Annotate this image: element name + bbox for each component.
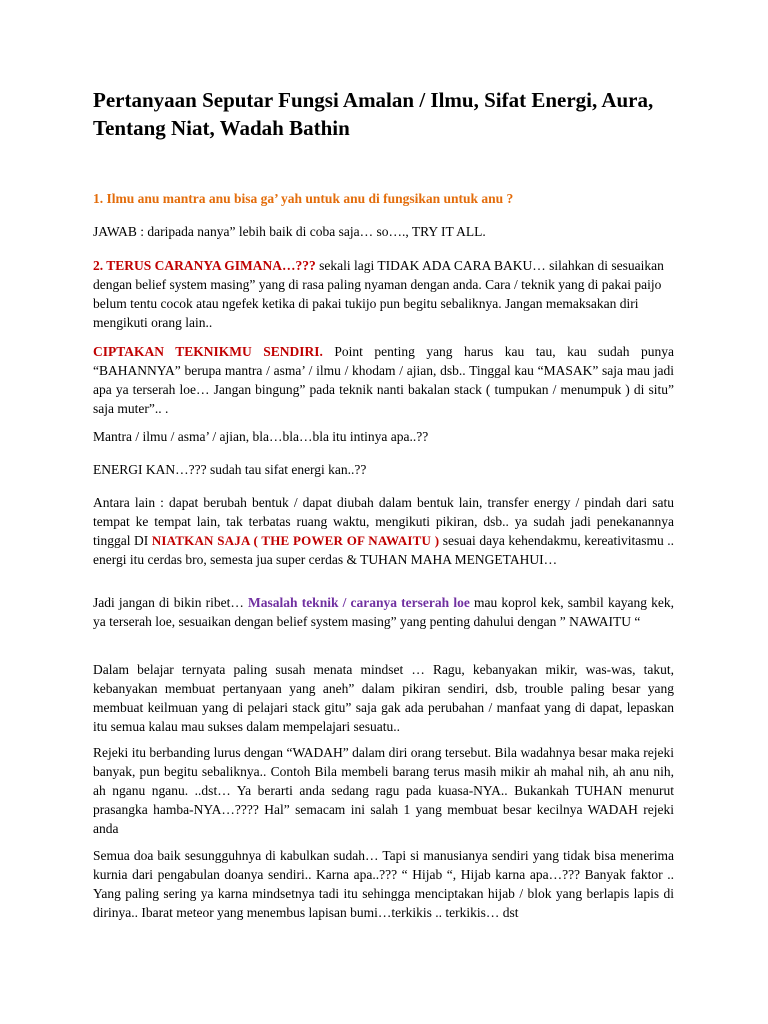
jangan-ribet-text-1: Jadi jangan di bikin ribet… [93, 595, 249, 610]
paragraph-mindset: Dalam belajar ternyata paling susah menata mindset … Ragu, kebanyakan mikir, was-was, takut, kebanyakan membuat pertanyaan yang aneh” dalam pikiran sendiri, dsb, trouble paling besar yang membuat keilmuan yang di pelajari stack gitu” saja gak ada perubahan / manfaat yang di dapat, lepaskan itu semua kalau mau sukses dalam mempelajari sesuatu.. [93, 662, 674, 734]
jangan-ribet-text-2: mau koprol kek, sambil kayang kek, ya terserah loe, sesuaikan dengan belief system masing” yang penting dahului dengan ” NAWAITU “ [93, 595, 674, 629]
ciptakan-text: Point penting yang harus kau tau, kau sudah punya “BAHANNYA” berupa mantra / asma’ / ilmu / khodam / ajian, dsb.. Tinggal kau “MASAK” saja mau jadi apa ya terserah loe… Jangan bingung” pada teknik nanti bakalan stack ( tumpukan / menumpuk ) di situ” saja muter”.. . [93, 344, 675, 416]
paragraph-question-2 [93, 256, 674, 332]
nawaitu-highlight: NIATKAN SAJA ( THE POWER OF NAWAITU ) [151, 533, 440, 548]
paragraph-doa: Semua doa baik sesungguhnya di kabulkan sudah… Tapi si manusianya sendiri yang tidak bisa menerima kurnia dari pengabulan doanya sendiri.. Karna apa..??? “ Hijab “, Hijab karna apa…??? Banyak faktor .. Yang paling sering ya karna mindsetnya tadi itu sehingga menciptakan hijab / blok yang berlapis lapis di dirinya.. Ibarat meteor yang menembus lapisan bumi…terkikis .. terkikis… dst [93, 848, 674, 920]
question-2-label: 2. TERUS CARANYA GIMANA…??? [93, 258, 316, 273]
paragraph-energi: ENERGI KAN…??? sudah tau sifat energi kan..?? [93, 462, 367, 477]
paragraph-ciptakan [93, 342, 674, 418]
antara-lain-text-1: Antara lain : dapat berubah bentuk / dapat diubah dalam bentuk lain, transfer energy / pindah dari satu tempat ke tempat lain, tak terbatas ruang waktu, mengikuti pikiran, dsb.. ya sudah jadi penekanannya tinggal DI [93, 495, 674, 548]
antara-lain-text-2: sesuai daya kehendakmu, kereativitasmu .. energi itu cerdas bro, semesta jua super cerdas & TUHAN MAHA MENGETAHUI… [93, 533, 674, 567]
document-title: Pertanyaan Seputar Fungsi Amalan / Ilmu, Sifat Energi, Aura, Tentang Niat, Wadah Bathin [93, 88, 654, 140]
masalah-teknik-highlight: Masalah teknik / caranya terserah loe [248, 595, 470, 610]
paragraph-mantra: Mantra / ilmu / asma’ / ajian, bla…bla…bla itu intinya apa..?? [93, 429, 429, 444]
question-1 [93, 189, 674, 208]
ciptakan-label: CIPTAKAN TEKNIKMU SENDIRI. [93, 344, 323, 359]
question-2-text: sekali lagi TIDAK ADA CARA BAKU… silahkan di sesuaikan dengan belief system masing” yang di rasa paling nyaman dengan anda. Cara / teknik yang di pakai paijo belum tentu cocok atau ngefek ketika di pakai tukijo pun begitu sebaliknya. Jangan memaksakan diri mengikuti orang lain.. [93, 258, 664, 330]
paragraph-jangan-ribet [93, 593, 674, 631]
answer-1: JAWAB : daripada nanya” lebih baik di coba saja… so…., TRY IT ALL. [93, 224, 486, 239]
paragraph-wadah: Rejeki itu berbanding lurus dengan “WADAH” dalam diri orang tersebut. Bila wadahnya besar maka rejeki banyak, pun begitu sebaliknya.. Contoh Bila membeli barang terus masih mikir ah mahal nih, ah anu nih, ah nganu nganu. ..dst… Ya berarti anda sedang ragu pada kuasa-NYA.. Bukankah TUHAN menurut prasangka hamba-NYA…???? Hal” semacam ini salah 1 yang membuat besar kecilnya WADAH rejeki anda [93, 745, 674, 836]
paragraph-antara-lain [93, 493, 674, 569]
question-1-text: 1. Ilmu anu mantra anu bisa ga’ yah untuk anu di fungsikan untuk anu ? [93, 191, 514, 206]
